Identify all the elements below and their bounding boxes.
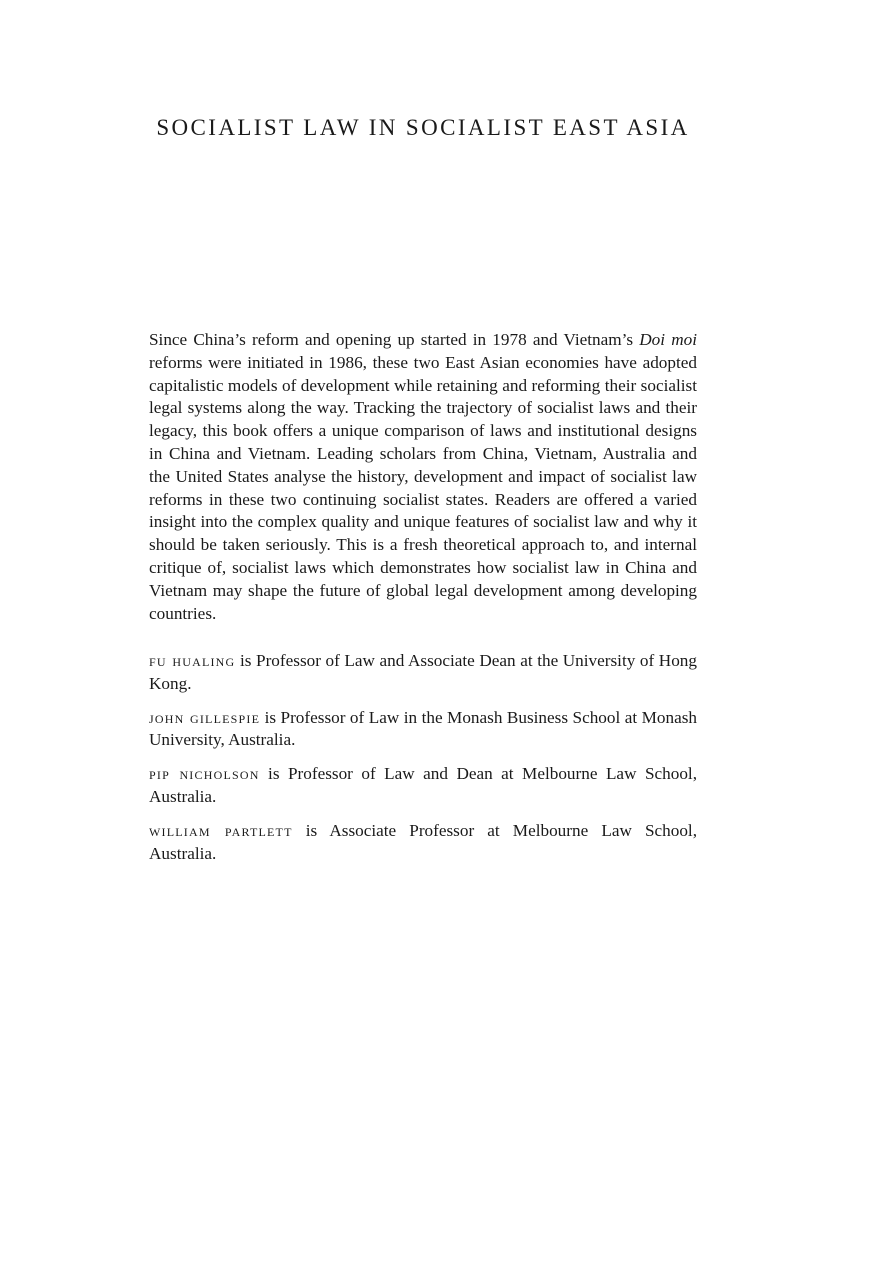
book-description bbox=[149, 329, 697, 625]
editor-name: william partlett bbox=[149, 820, 293, 840]
editor-name: john gillespie bbox=[149, 707, 261, 727]
editor-bio-text: is Professor of Law and Associate Dean at the University of Hong Kong. bbox=[149, 651, 697, 693]
editor-bio-text: is Professor of Law and Dean at Melbourne Law School, Australia. bbox=[149, 764, 697, 806]
book-title: SOCIALIST LAW IN SOCIALIST EAST ASIA bbox=[156, 115, 690, 140]
editor-bio-text: is Associate Professor at Melbourne Law School, Australia. bbox=[149, 820, 698, 863]
description-italic-term: Doi moi bbox=[639, 330, 697, 349]
editor-bio-text: is Professor of Law in the Monash Business School at Monash University, Australia. bbox=[149, 707, 697, 750]
editor-bio bbox=[149, 820, 697, 866]
editor-name: fu hualing bbox=[149, 651, 236, 670]
editor-bios bbox=[149, 650, 697, 876]
editor-bio bbox=[149, 763, 697, 809]
editor-name: pip nicholson bbox=[149, 764, 260, 784]
description-text-rest: reforms were initiated in 1986, these two East Asian economies have adopted capitalistic models of development while retaining and reforming their socialist legal systems along the way. Tracking the trajectory of socialist laws and their legacy, this book offers a unique comparison of laws and institutional designs in China and Vietnam. Leading scholars from China, Vietnam, Australia and the United States analyse the history, development and impact of socialist law reforms in these two continuing socialist states. Readers are offered a varied insight into the complex quality and unique features of socialist law and why it should be taken seriously. This is a fresh theoretical approach to, and internal critique of, socialist laws which demonstrates how socialist law in China and Vietnam may shape the future of global legal development among developing countries. bbox=[149, 352, 697, 623]
editor-bio bbox=[149, 650, 697, 696]
description-text-start: Since China’s reform and opening up started in 1978 and Vietnam’s bbox=[149, 330, 640, 349]
editor-bio bbox=[149, 707, 697, 753]
